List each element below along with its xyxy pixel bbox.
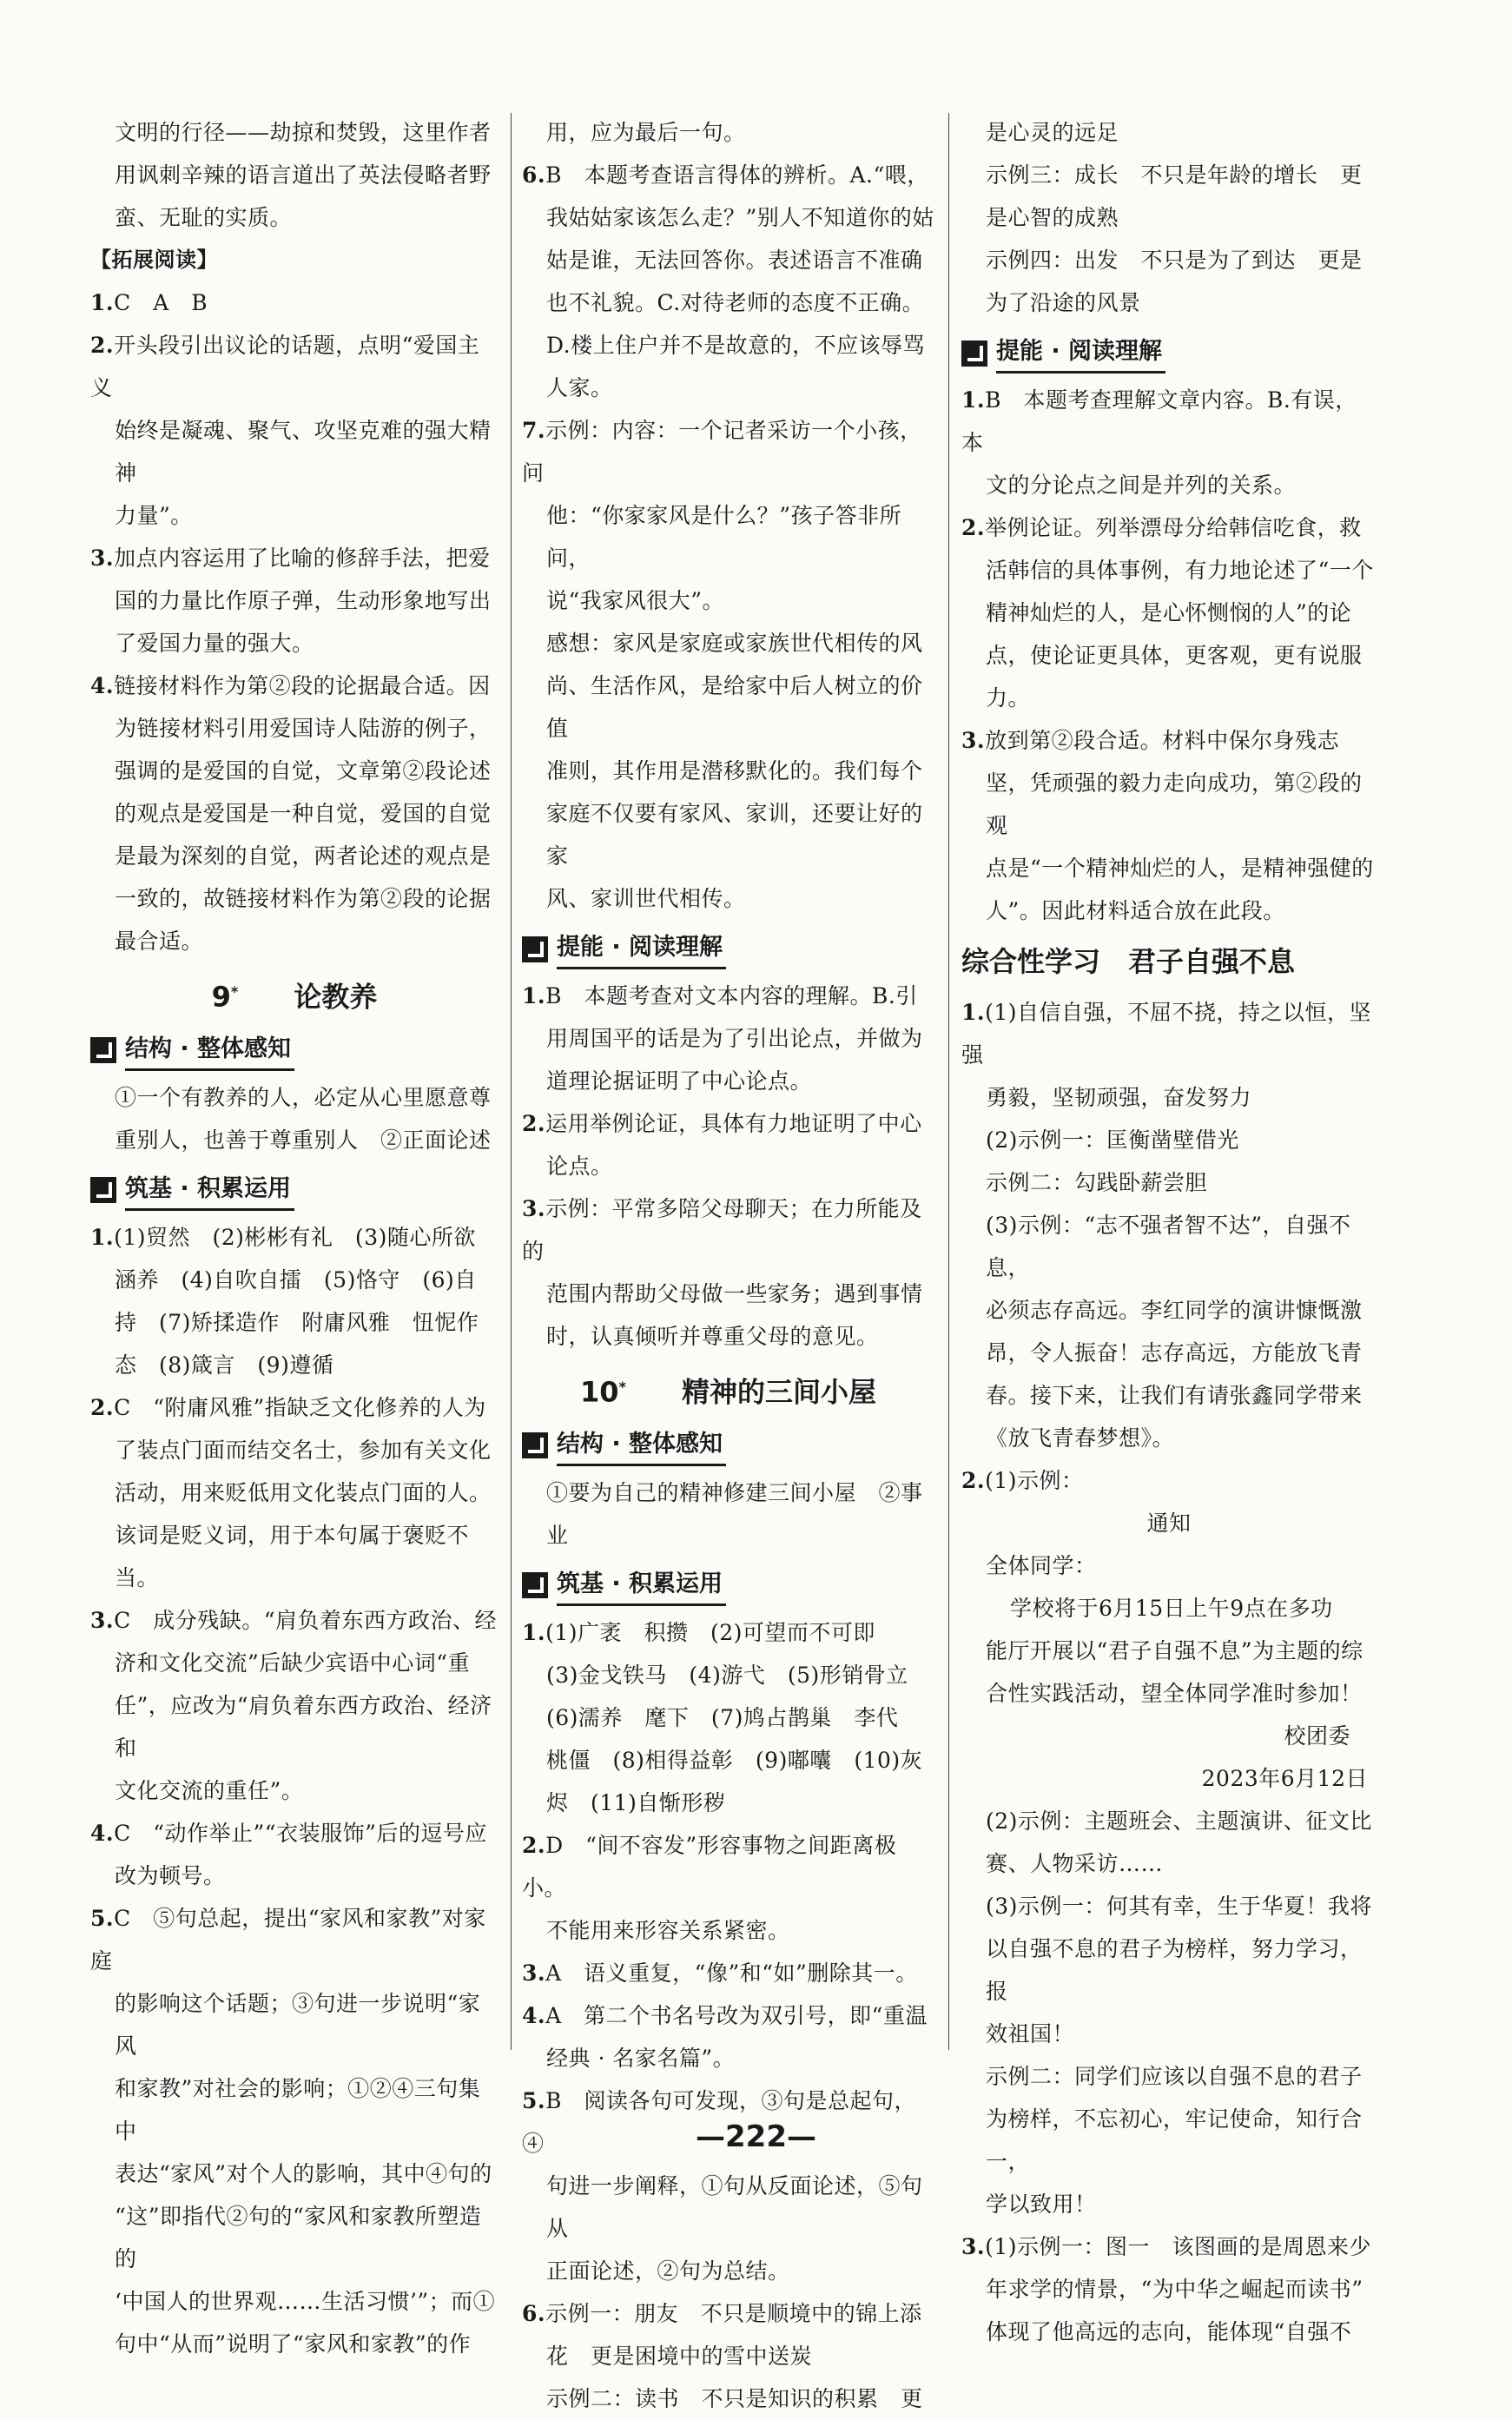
answer-item: 7.示例：内容：一个记者采访一个小孩，问	[522, 418, 922, 486]
arrow-icon	[961, 341, 987, 367]
text-line: 和家教”对社会的影响；①②④三句集中	[115, 2075, 481, 2144]
text-line: 表达“家风”对个人的影响，其中④句的	[115, 2160, 492, 2186]
text-line: 年求学的情景，“为中华之崛起而读书”	[986, 2277, 1363, 2302]
text-line: D.楼上住户并不是故意的，不应该辱骂	[546, 333, 926, 358]
text-line: 范围内帮助父母做一些家务；遇到事情	[546, 1281, 923, 1306]
text-line: 示例二：读书 不只是知识的积累 更	[546, 2385, 923, 2411]
text-line: 活动，用来贬低用文化装点门面的人。	[115, 1479, 492, 1505]
answer-item: 4.链接材料作为第②段的论据最合适。因	[90, 673, 491, 698]
answer-item: 6.B 本题考查语言得体的辨析。A.“喂，	[522, 162, 929, 188]
extended-reading-tag: 【拓展阅读】	[90, 248, 218, 272]
answer-item: 4.A 第二个书名号改为双引号，即“重温	[522, 2002, 928, 2028]
text-line: ‘中国人的世界观……生活习惯’”；而①	[115, 2288, 496, 2314]
text-line: 济和文化交流”后缺少宾语中心词“重	[115, 1650, 471, 1676]
answer-item: 1.B 本题考查理解文章内容。B.有误，本	[961, 387, 1357, 455]
text-line: 为了沿途的风景	[986, 290, 1141, 315]
text-line: 准则，其作用是潜移默化的。我们每个	[546, 758, 923, 784]
text-line: 蛮、无耻的实质。	[115, 205, 293, 230]
arrow-icon	[522, 1572, 548, 1598]
text-line: 家庭不仅要有家风、家训，还要让好的家	[546, 801, 923, 869]
text-line: (6)濡养 麾下 (7)鸠占鹊巢 李代	[546, 1704, 899, 1730]
text-line: 时，认真倾听并尊重父母的意见。	[546, 1324, 879, 1349]
answer-item: 1.B 本题考查对文本内容的理解。B.引	[522, 983, 918, 1008]
column-divider-1	[511, 113, 512, 2050]
text-line: 体现了他高远的志向，能体现“自强不	[986, 2319, 1352, 2344]
text-line: (3)示例一：何其有幸，生于华夏！我将	[986, 1894, 1372, 1919]
column-1	[90, 111, 498, 2365]
text-line: (2)示例：主题班会、主题演讲、征文比	[986, 1808, 1372, 1834]
notice-body-line: 合性实践活动，望全体同学准时参加！	[986, 1681, 1363, 1706]
text-line: 人家。	[546, 375, 613, 400]
text-line: 感想：家风是家庭或家族世代相传的风	[546, 631, 923, 656]
answer-item: 3.放到第②段合适。材料中保尔身残志	[961, 728, 1340, 753]
text-line: 示例二：同学们应该以自强不息的君子	[986, 2064, 1363, 2089]
answer-item: 3.A 语义重复，“像”和“如”删除其一。	[522, 1960, 918, 1986]
answer-item: 3.加点内容运用了比喻的修辞手法，把爱	[90, 545, 491, 571]
answer-item: 2.D “间不容发”形容事物之间距离极小。	[522, 1832, 897, 1901]
text-line: 人”。因此材料适合放在此段。	[986, 898, 1285, 923]
page-number: —222—	[696, 2119, 816, 2154]
text-line: 了爱国力量的强大。	[115, 631, 314, 656]
section-heading: 筑基 · 积累运用	[522, 1565, 934, 1606]
text-line: 春。接下来，让我们有请张鑫同学带来	[986, 1383, 1363, 1408]
text-line: 强调的是爱国的自觉，文章第②段论述	[115, 758, 492, 784]
arrow-icon	[522, 1432, 548, 1458]
text-line: 了装点门面而结交名士，参加有关文化	[115, 1437, 492, 1463]
answer-item: 2.C “附庸风雅”指缺乏文化修养的人为	[90, 1394, 486, 1420]
text-line: 用讽刺辛辣的语言道出了英法侵略者野	[115, 162, 492, 188]
text-line: 不能用来形容关系紧密。	[546, 1917, 790, 1943]
text-line: 为榜样，不忘初心，牢记使命，知行合一，	[986, 2106, 1363, 2174]
text-line: 姑是谁，无法回答你。表述语言不准确	[546, 248, 923, 273]
answer-item: 2.举例论证。列举漂母分给韩信吃食，救	[961, 515, 1362, 540]
text-line: 国的力量比作原子弹，生动形象地写出	[115, 588, 492, 613]
arrow-icon	[90, 1177, 116, 1203]
notice-body-line: 能厅开展以“君子自强不息”为主题的综	[986, 1638, 1363, 1663]
text-line: 正面论述，②句为总结。	[546, 2258, 790, 2284]
notice-recipient: 全体同学：	[986, 1553, 1097, 1578]
text-line: (3)金戈铁马 (4)游弋 (5)形销骨立	[546, 1662, 908, 1688]
text-line: 是最为深刻的自觉，两者论述的观点是	[115, 843, 492, 869]
text-line: 文化交流的重任”。	[115, 1777, 304, 1803]
notice-date: 2023年6月12日	[1201, 1766, 1368, 1791]
text-line: 的观点是爱国是一种自觉，爱国的自觉	[115, 801, 492, 826]
text-line: 道理论据证明了中心论点。	[546, 1068, 813, 1094]
text-line: “这”即指代②句的“家风和家教所塑造的	[115, 2203, 482, 2271]
text-line: 勇毅，坚韧顽强，奋发努力	[986, 1085, 1252, 1110]
text-line: 为链接材料引用爱国诗人陆游的例子，	[115, 716, 492, 741]
text-line: 活韩信的具体事例，有力地论述了“一个	[986, 558, 1374, 583]
text-line: 精神灿烂的人，是心怀恻悯的人”的论	[986, 600, 1352, 625]
column-3	[961, 111, 1377, 2353]
text-line: 改为顿号。	[115, 1862, 226, 1888]
text-line: 点，使论证更具体，更客观，更有说服力。	[986, 643, 1363, 711]
text-line: 论点。	[546, 1154, 613, 1179]
text-line: 赛、人物采访……	[986, 1851, 1164, 1876]
text-line: 坚，凭顽强的毅力走向成功，第②段的观	[986, 770, 1363, 838]
lesson-title: 9* 论教养	[211, 980, 378, 1014]
answer-item: 4.C “动作举止”“衣装服饰”后的逗号应	[90, 1820, 487, 1846]
answer-item: 6.示例一：朋友 不只是顺境中的锦上添	[522, 2300, 922, 2326]
text-line: ①一个有教养的人，必定从心里愿意尊	[115, 1084, 492, 1110]
text-line: 必须志存高远。李红同学的演讲慷慨激	[986, 1298, 1363, 1323]
text-line: (2)示例一：匡衡凿壁借光	[986, 1127, 1239, 1153]
text-line: 是心灵的远足	[986, 120, 1119, 145]
lesson-title: 10* 精神的三间小屋	[580, 1375, 876, 1409]
section-heading: 结构 · 整体感知	[522, 1425, 934, 1466]
text-line: 的影响这个话题；③句进一步说明“家风	[115, 1990, 481, 2059]
text-line: 以自强不息的君子为榜样，努力学习，报	[986, 1936, 1363, 2004]
arrow-icon	[90, 1037, 116, 1063]
text-line: 文明的行径——劫掠和焚毁，这里作者	[115, 120, 492, 145]
answer-item: 2.(1)示例：	[961, 1468, 1084, 1493]
text-line: 一致的，故链接材料作为第②段的论据	[115, 886, 492, 911]
answer-item: 3.(1)示例一：图一 该图画的是周恩来少	[961, 2234, 1372, 2259]
text-line: 说“我家风很大”。	[546, 588, 725, 613]
text-line: 示例二：勾践卧薪尝胆	[986, 1170, 1208, 1195]
section-heading: 提能 · 阅读理解	[522, 929, 934, 969]
text-line: 示例三：成长 不只是年龄的增长 更	[986, 162, 1363, 188]
answer-item: 5.B 阅读各句可发现，③句是总起句，④	[522, 2087, 916, 2156]
text-line: 是心智的成熟	[986, 205, 1119, 230]
text-line: 桃僵 (8)相得益彰 (9)嘟囔 (10)灰	[546, 1747, 923, 1773]
text-line: 力量”。	[115, 503, 193, 528]
arrow-icon	[522, 936, 548, 962]
text-line: 态 (8)箴言 (9)遵循	[115, 1352, 334, 1378]
text-line: (3)示例：“志不强者智不达”，自强不息，	[986, 1213, 1351, 1280]
text-line: 该词是贬义词，用于本句属于褒贬不当。	[115, 1522, 470, 1590]
text-line: 烬 (11)自惭形秽	[546, 1789, 726, 1815]
text-line: 最合适。	[115, 929, 204, 954]
answer-item: 1.C A B	[90, 290, 208, 315]
answer-item: 2.开头段引出议论的话题，点明“爱国主义	[90, 333, 480, 400]
text-line: 学以致用！	[986, 2192, 1097, 2217]
text-line: ①要为自己的精神修建三间小屋 ②事业	[546, 1479, 923, 1548]
column-2	[522, 111, 934, 2420]
comprehensive-study-heading: 综合性学习 君子自强不息	[961, 945, 1296, 978]
column-divider-2	[948, 113, 949, 2050]
answer-item: 1.(1)广袤 积攒 (2)可望而不可即	[522, 1619, 875, 1645]
text-line: 持 (7)矫揉造作 附庸风雅 忸怩作	[115, 1309, 479, 1335]
text-line: 也不礼貌。C.对待老师的态度不正确。	[546, 290, 925, 315]
answer-item: 1.(1)自信自强，不屈不挠，持之以恒，坚强	[961, 1000, 1372, 1068]
answer-item: 3.C 成分残缺。“肩负着东西方政治、经	[90, 1607, 498, 1633]
notice-body-line: 学校将于6月15日上午9点在多功	[1010, 1596, 1333, 1621]
text-line: 昂，令人振奋！志存高远，方能放飞青	[986, 1340, 1363, 1365]
text-line: 重别人，也善于尊重别人 ②正面论述	[115, 1127, 492, 1153]
answer-item: 3.示例：平常多陪父母聊天；在力所能及的	[522, 1196, 922, 1264]
answer-item: 1.(1)贸然 (2)彬彬有礼 (3)随心所欲	[90, 1224, 476, 1250]
text-line: 文的分论点之间是并列的关系。	[986, 473, 1297, 498]
answer-item: 5.C ⑤句总起，提出“家风和家教”对家庭	[90, 1905, 486, 1974]
text-line: 我姑姑家该怎么走？”别人不知道你的姑	[546, 205, 934, 230]
text-line: 始终是凝魂、聚气、攻坚克难的强大精神	[115, 418, 492, 486]
text-line: 点是“一个精神灿烂的人，是精神强健的	[986, 856, 1374, 881]
text-line: 效祖国！	[986, 2021, 1075, 2046]
text-line: 《放飞青春梦想》。	[986, 1425, 1175, 1451]
text-line: 句中“从而”说明了“家风和家教”的作	[115, 2331, 472, 2357]
text-line: 任”，应改为“肩负着东西方政治、经济和	[115, 1692, 492, 1761]
notice-sender: 校团委	[1284, 1723, 1350, 1749]
notice-title: 通知	[1146, 1511, 1192, 1536]
text-line: 涵养 (4)自吹自擂 (5)恪守 (6)自	[115, 1266, 477, 1293]
text-line: 尚、生活作风，是给家中后人树立的价值	[546, 673, 923, 741]
text-line: 用，应为最后一句。	[546, 120, 746, 145]
answer-item: 2.运用举例论证，具体有力地证明了中心	[522, 1111, 922, 1136]
text-line: 他：“你家家风是什么？”孩子答非所问，	[546, 503, 902, 571]
text-line: 示例四：出发 不只是为了到达 更是	[986, 248, 1363, 273]
text-line: 风、家训世代相传。	[546, 886, 746, 911]
section-heading: 筑基 · 积累运用	[90, 1170, 498, 1211]
section-heading: 提能 · 阅读理解	[961, 333, 1377, 374]
text-line: 用周国平的话是为了引出论点，并做为	[546, 1026, 923, 1051]
section-heading: 结构 · 整体感知	[90, 1030, 498, 1071]
text-line: 经典 · 名家名篇”。	[546, 2045, 736, 2071]
text-line: 花 更是困境中的雪中送炭	[546, 2343, 813, 2369]
text-line: 句进一步阐释，①句从反面论述，⑤句从	[546, 2172, 923, 2241]
